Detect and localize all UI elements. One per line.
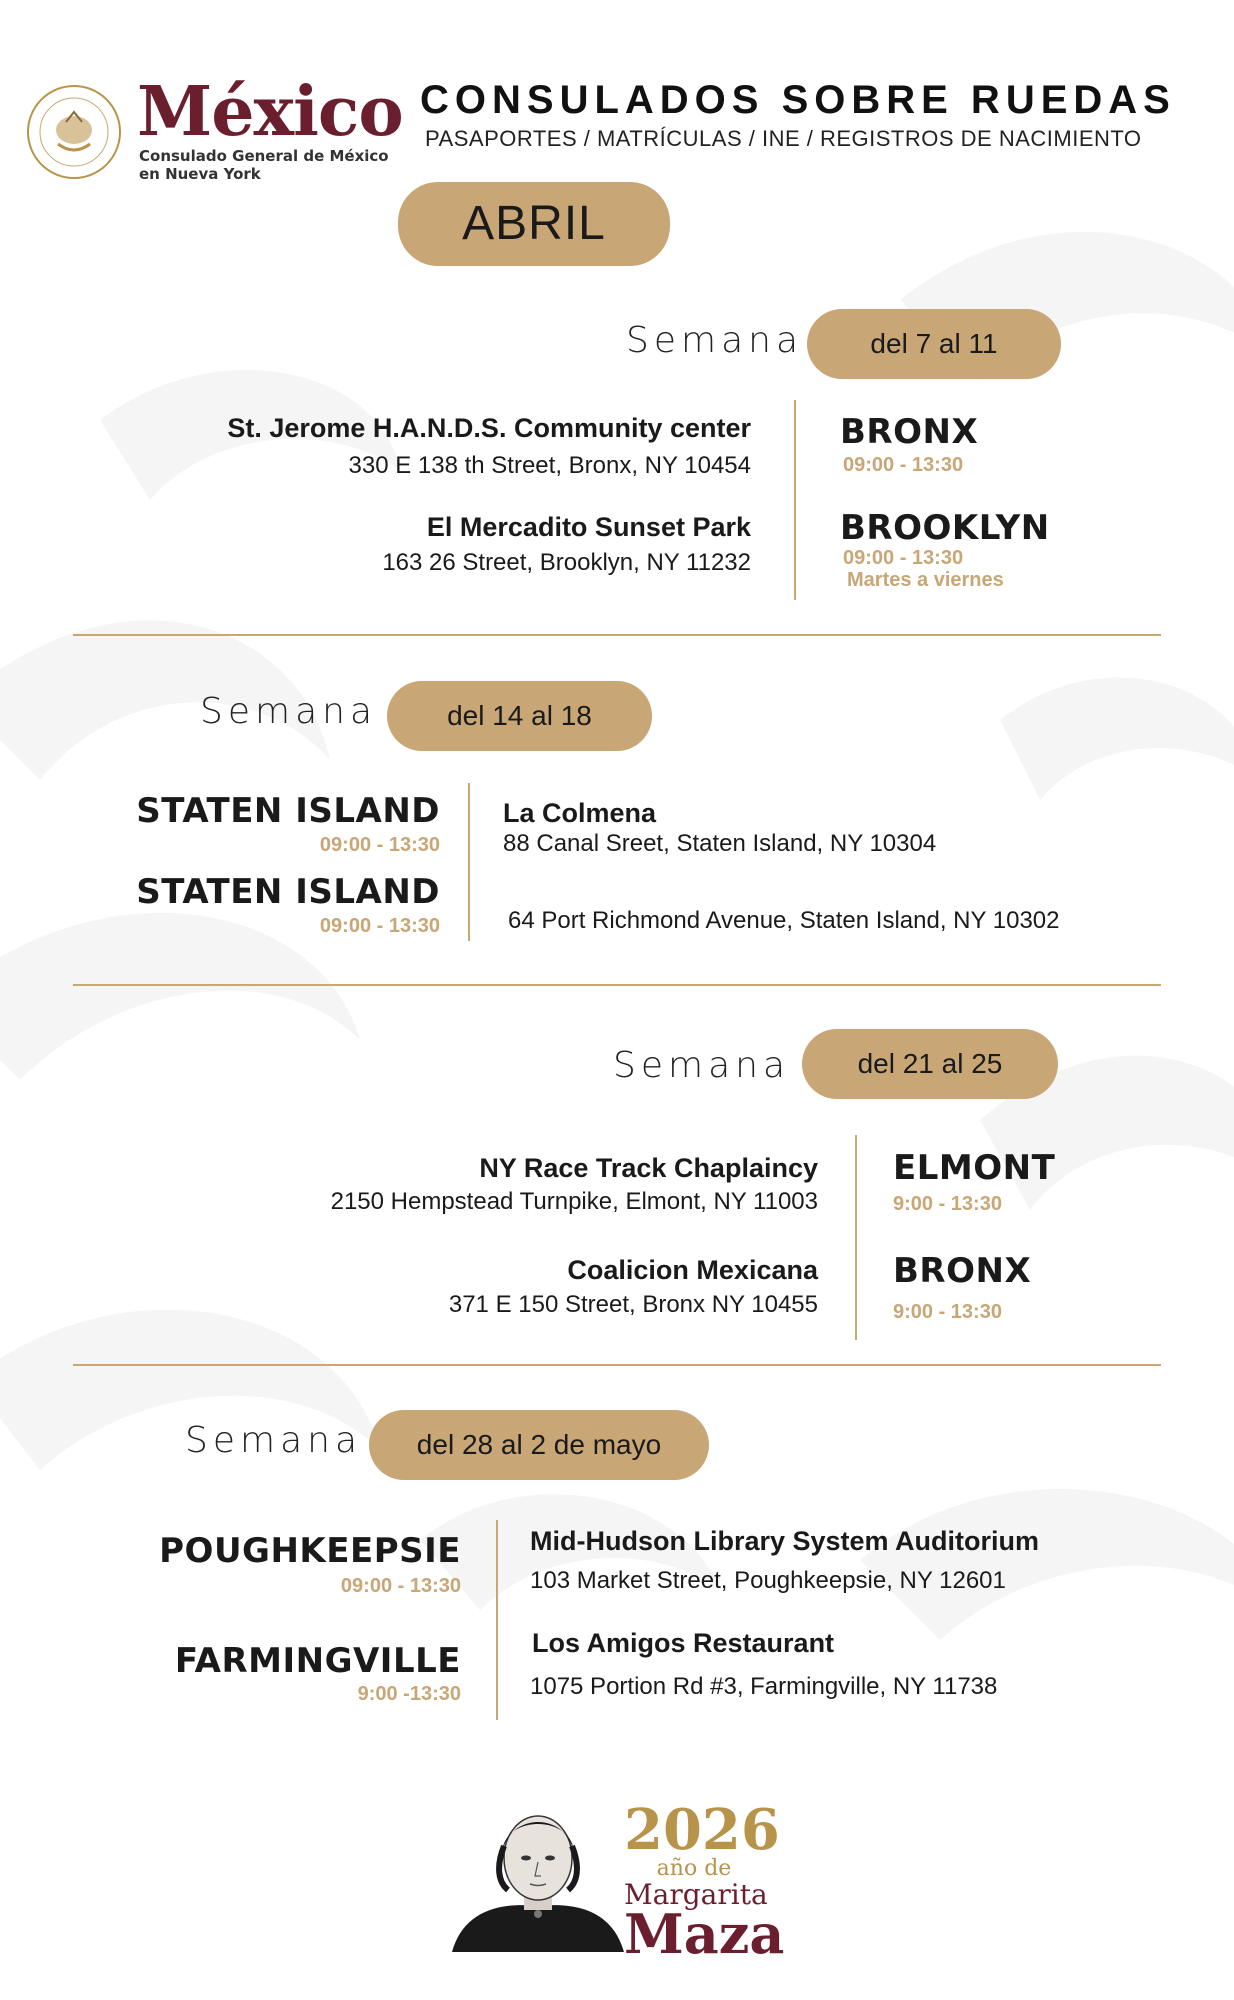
- section-separator-1: [73, 634, 1161, 636]
- week-1-city-2-note: Martes a viernes: [847, 569, 1004, 591]
- week-3-venue-2-address: 371 E 150 Street, Bronx NY 10455: [448, 1291, 818, 1318]
- week-4-city-2-hours: 9:00 -13:30: [357, 1683, 461, 1705]
- week-1-city-1: BRONX: [840, 412, 979, 452]
- section-separator-3: [73, 1364, 1161, 1366]
- week-4-divider: [496, 1520, 498, 1720]
- week-3-city-1: ELMONT: [893, 1148, 1056, 1188]
- week-4-semana-label: Semana: [185, 1420, 363, 1461]
- week-1-city-1-hours: 09:00 - 13:30: [843, 454, 964, 476]
- footer-maza: Maza: [624, 1902, 785, 1966]
- week-1-semana-label: Semana: [626, 320, 804, 361]
- week-1-city-2-hours: 09:00 - 13:30: [843, 547, 964, 569]
- week-2-city-1-hours: 09:00 - 13:30: [319, 834, 440, 856]
- week-1-venue-1-name: St. Jerome H.A.N.D.S. Community center: [227, 413, 751, 443]
- week-3-city-2-hours: 9:00 - 13:30: [893, 1301, 1002, 1323]
- week-2-venue-1-name: La Colmena: [503, 798, 657, 828]
- mexico-wordmark: México: [137, 72, 403, 152]
- page-title: CONSULADOS SOBRE RUEDAS: [420, 78, 1176, 122]
- week-2-venue-1-address: 88 Canal Sreet, Staten Island, NY 10304: [503, 830, 937, 857]
- week-4-venue-2-address: 1075 Portion Rd #3, Farmingville, NY 11738: [530, 1673, 998, 1700]
- week-2-city-2: STATEN ISLAND: [136, 872, 440, 912]
- week-3-semana-label: Semana: [613, 1045, 791, 1086]
- week-3-venue-2-name: Coalicion Mexicana: [567, 1255, 818, 1285]
- coat-of-arms-seal-icon: [24, 82, 124, 182]
- week-2-divider: [468, 783, 470, 941]
- week-3-divider: [855, 1135, 857, 1340]
- week-2-city-1: STATEN ISLAND: [136, 791, 440, 831]
- week-4-dates-badge: del 28 al 2 de mayo: [369, 1410, 709, 1480]
- margarita-maza-portrait: [452, 1796, 624, 1952]
- week-2-dates-badge: del 14 al 18: [387, 681, 652, 751]
- page-subtitle: PASAPORTES / MATRÍCULAS / INE / REGISTROS DE NACIMIENTO: [425, 126, 1142, 151]
- footer-ano-de: año de: [656, 1856, 732, 1881]
- week-3-venue-1-address: 2150 Hempstead Turnpike, Elmont, NY 11003: [330, 1188, 818, 1215]
- week-2-city-2-hours: 09:00 - 13:30: [319, 915, 440, 937]
- week-4-city-1-hours: 09:00 - 13:30: [340, 1575, 461, 1597]
- week-2-semana-label: Semana: [200, 691, 378, 732]
- week-1-dates-badge: del 7 al 11: [807, 309, 1061, 379]
- week-3-city-1-hours: 9:00 - 13:30: [893, 1193, 1002, 1215]
- week-3-dates-badge: del 21 al 25: [802, 1029, 1058, 1099]
- week-2-venue-2-address: 64 Port Richmond Avenue, Staten Island, NY 10302: [508, 907, 1060, 934]
- week-3-city-2: BRONX: [893, 1251, 1032, 1291]
- week-4-venue-2-name: Los Amigos Restaurant: [532, 1628, 835, 1658]
- footer-year: 2026: [624, 1797, 780, 1863]
- week-1-divider: [794, 400, 796, 600]
- week-4-city-2: FARMINGVILLE: [174, 1641, 461, 1681]
- week-4-venue-1-name: Mid-Hudson Library System Auditorium: [530, 1526, 1040, 1556]
- week-1-venue-2-name: El Mercadito Sunset Park: [426, 512, 751, 542]
- week-1-venue-2-address: 163 26 Street, Brooklyn, NY 11232: [382, 549, 751, 576]
- week-3-venue-1-name: NY Race Track Chaplaincy: [479, 1153, 818, 1183]
- month-badge: ABRIL: [398, 182, 670, 266]
- consulate-name: Consulado General de México en Nueva York: [139, 147, 389, 183]
- week-4-venue-1-address: 103 Market Street, Poughkeepsie, NY 12601: [530, 1567, 1006, 1594]
- week-1-venue-1-address: 330 E 138 th Street, Bronx, NY 10454: [348, 452, 751, 479]
- week-1-city-2: BROOKLYN: [840, 508, 1050, 548]
- section-separator-2: [73, 984, 1161, 986]
- footer-margarita: Margarita: [624, 1878, 768, 1911]
- week-4-city-1: POUGHKEEPSIE: [159, 1531, 461, 1571]
